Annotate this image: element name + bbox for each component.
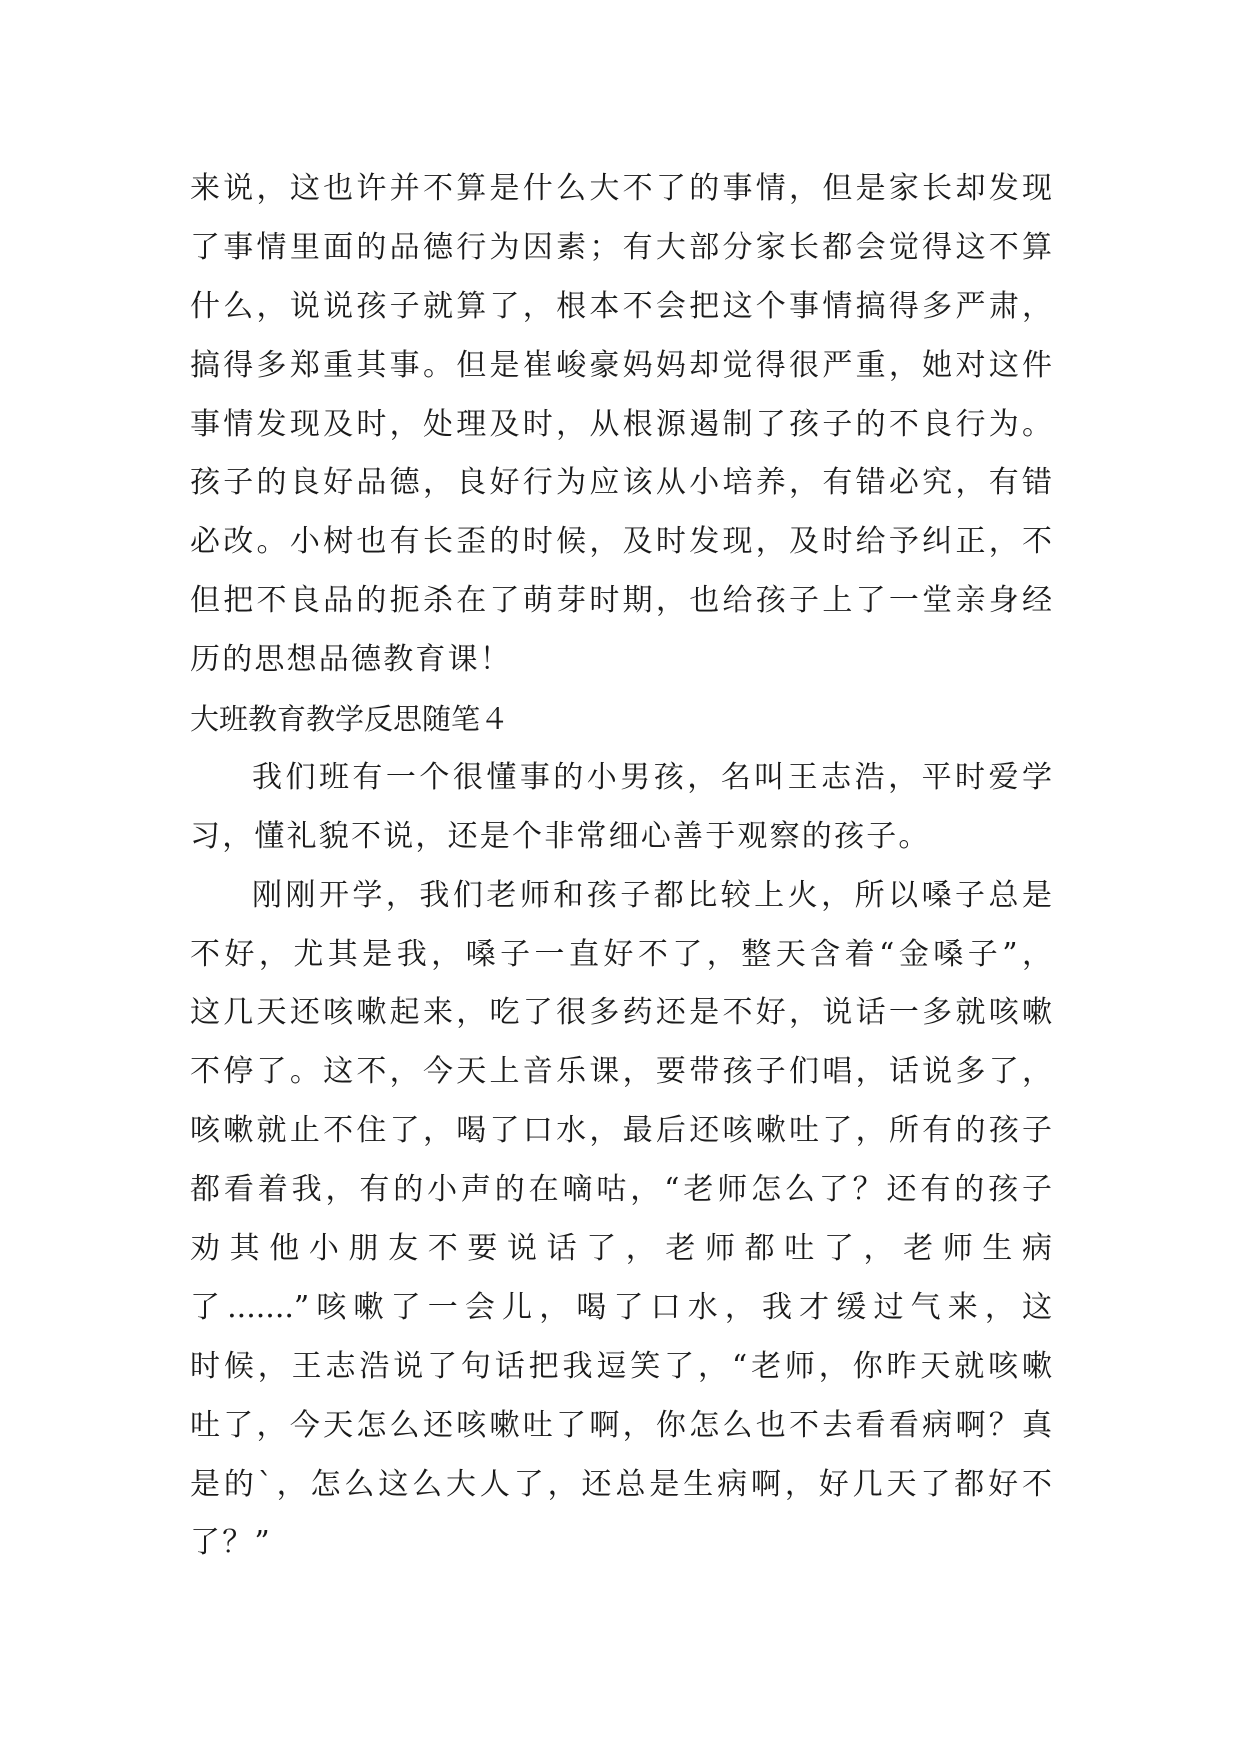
text-line: 习，懂礼貌不说，还是个非常细心善于观察的孩子。 bbox=[190, 818, 931, 854]
text-line: 历的思想品德教育课！ bbox=[190, 642, 512, 678]
text-line: 了？” bbox=[190, 1525, 272, 1561]
text-line: 事情发现及时，处理及时，从根源遏制了孩子的不良行为。 bbox=[190, 406, 1052, 442]
text-line: 了事情里面的品德行为因素；有大部分家长都会觉得这不算 bbox=[190, 229, 1052, 265]
text-line: 不停了。这不，今天上音乐课，要带孩子们唱，话说多了， bbox=[190, 1054, 1052, 1090]
paragraph bbox=[190, 867, 1052, 1574]
text-line: 都看着我，有的小声的在嘀咕，“老师怎么了？还有的孩子 bbox=[190, 1172, 1052, 1208]
text-line: 孩子的良好品德，良好行为应该从小培养，有错必究，有错 bbox=[190, 465, 1052, 501]
text-line: 来说，这也许并不算是什么大不了的事情，但是家长却发现 bbox=[190, 171, 1052, 206]
text-line: 是的`，怎么这么大人了，还总是生病啊，好几天了都好不 bbox=[190, 1466, 1052, 1502]
continued-paragraph bbox=[190, 160, 1052, 690]
text-line: 时候，王志浩说了句话把我逗笑了，“老师，你昨天就咳嗽 bbox=[190, 1348, 1052, 1384]
text-line: 咳嗽就止不住了，喝了口水，最后还咳嗽吐了，所有的孩子 bbox=[190, 1113, 1052, 1149]
text-line: 但把不良品的扼杀在了萌芽时期，也给孩子上了一堂亲身经 bbox=[190, 583, 1052, 619]
text-line: 必改。小树也有长歪的时候，及时发现，及时给予纠正，不 bbox=[190, 524, 1052, 560]
document-body bbox=[190, 160, 1052, 1573]
text-line: 了.......”咳嗽了一会儿，喝了口水，我才缓过气来，这 bbox=[190, 1289, 1052, 1325]
text-line: 劝其他小朋友不要说话了，老师都吐了，老师生病 bbox=[190, 1231, 1052, 1267]
text-line: 不好，尤其是我，嗓子一直好不了，整天含着“金嗓子”， bbox=[190, 936, 1052, 972]
paragraph bbox=[190, 749, 1052, 867]
text-line: 什么，说说孩子就算了，根本不会把这个事情搞得多严肃， bbox=[190, 288, 1052, 324]
text-line: 搞得多郑重其事。但是崔峻豪妈妈却觉得很严重，她对这件 bbox=[190, 347, 1052, 383]
text-line: 这几天还咳嗽起来，吃了很多药还是不好，说话一多就咳嗽 bbox=[190, 995, 1052, 1031]
text-line: 吐了，今天怎么还咳嗽吐了啊，你怎么也不去看看病啊？真 bbox=[190, 1407, 1052, 1443]
text-line: 我们班有一个很懂事的小男孩，名叫王志浩，平时爱学 bbox=[252, 759, 1052, 795]
section-heading: 大班教育教学反思随笔４ bbox=[190, 702, 510, 737]
text-line: 刚刚开学，我们老师和孩子都比较上火，所以嗓子总是 bbox=[252, 877, 1052, 913]
